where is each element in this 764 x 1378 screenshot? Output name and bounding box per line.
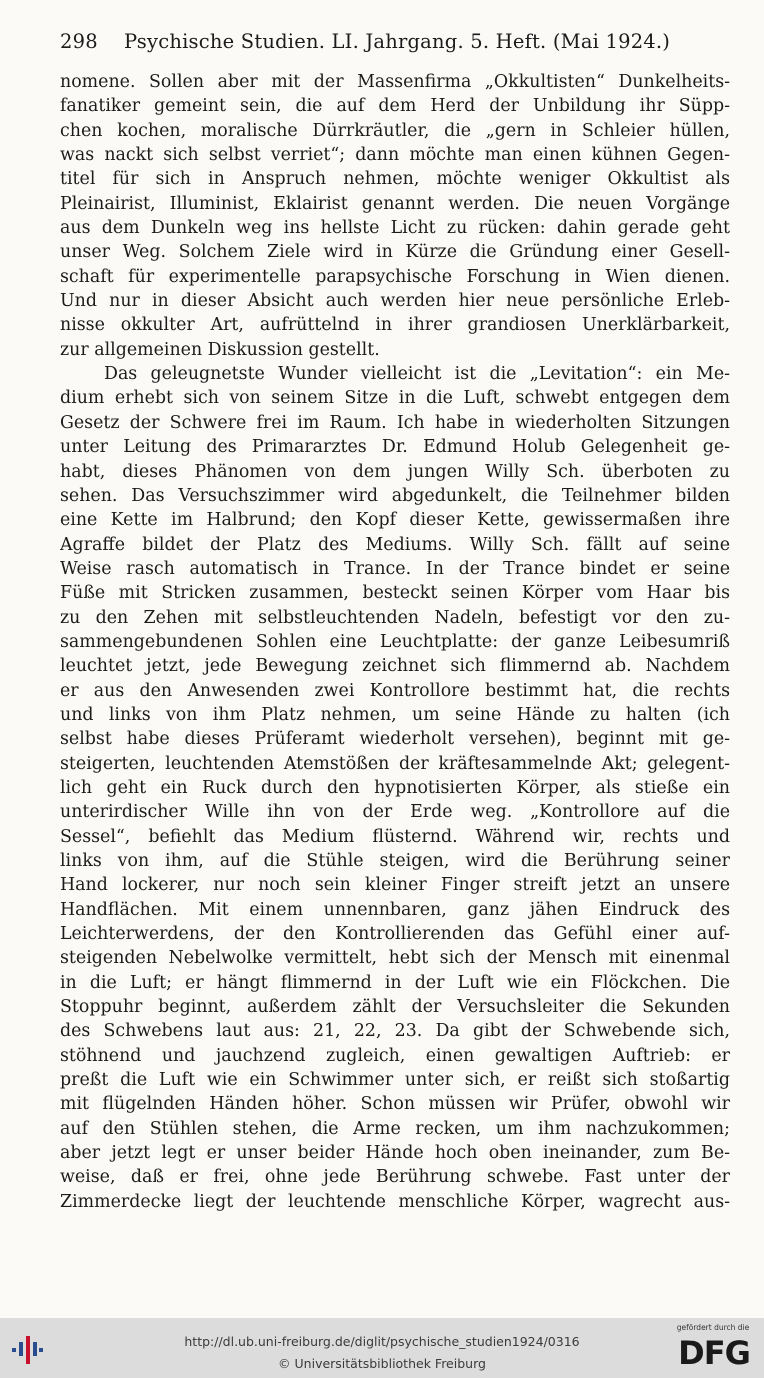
dfg-logo-block	[668, 1323, 758, 1375]
text-line: und links von ihm Platz nehmen, um seine Hände zu halten (ich	[60, 704, 730, 725]
text-line: sehen. Das Versuchszimmer wird abgedunkelt, die Teilnehmer bilden	[60, 485, 730, 506]
text-line: titel für sich in Anspruch nehmen, möchte weniger Okkultist als	[60, 169, 730, 190]
text-line: eine Kette im Halbrund; den Kopf dieser Kette, gewissermaßen ihre	[60, 510, 730, 531]
text-line: lich geht ein Ruck durch den hypnotisierten Körper, als stieße ein	[60, 777, 730, 798]
text-line: leuchtet jetzt, jede Bewegung zeichnet sich flimmernd ab. Nachdem	[60, 656, 730, 677]
text-line: zu den Zehen mit selbstleuchtenden Nadeln, befestigt vor den zu-	[60, 607, 730, 628]
text-line: schaft für experimentelle parapsychische Forschung in Wien dienen.	[60, 266, 730, 287]
text-line: Hand lockerer, nur noch sein kleiner Finger streift jetzt an unsere	[60, 875, 730, 896]
body-text	[60, 70, 730, 1214]
text-line: Und nur in dieser Absicht auch werden hier neue persönliche Erleb-	[60, 291, 730, 312]
dfg-caption: gefördert durch die	[676, 1323, 750, 1332]
text-line: aus dem Dunkeln weg ins hellste Licht zu rücken: dahin gerade geht	[60, 218, 730, 239]
text-line: stöhnend und jauchzend zugleich, einen gewaltigen Auftrieb: er	[60, 1045, 730, 1066]
text-line: dium erhebt sich von seinem Sitze in die Luft, schwebt entgegen dem	[60, 388, 730, 409]
running-title: Psychische Studien. LI. Jahrgang. 5. Heft. (Mai 1924.)	[124, 30, 671, 53]
text-line: Stoppuhr beginnt, außerdem zählt der Versuchsleiter die Sekunden	[60, 997, 730, 1018]
text-line: sammengebundenen Sohlen eine Leuchtplatte: der ganze Leibesumriß	[60, 631, 730, 652]
text-line: mit flügelnden Händen höher. Schon müssen wir Prüfer, obwohl wir	[60, 1094, 730, 1115]
copyright-notice: © Universitätsbibliothek Freiburg	[278, 1356, 486, 1371]
dfg-logo: DFG	[678, 1334, 750, 1372]
text-line: des Schwebens laut aus: 21, 22, 23. Da gibt der Schwebende sich,	[60, 1021, 730, 1042]
text-line: steigenden Nebelwolke vermittelt, hebt sich der Mensch mit einenmal	[60, 948, 730, 969]
text-line: chen kochen, moralische Dürrkräutler, die „gern in Schleier hüllen,	[60, 120, 730, 141]
text-line: steigerten, leuchtenden Atemstößen der kräftesammelnde Akt; gelegent-	[60, 753, 730, 774]
text-line: preßt die Luft wie ein Schwimmer unter sich, er reißt sich stoßartig	[60, 1070, 730, 1091]
page-number: 298	[60, 30, 98, 53]
source-url-link[interactable]: http://dl.ub.uni-freiburg.de/diglit/psychische_studien1924/0316	[184, 1334, 580, 1349]
text-line: in die Luft; er hängt flimmernd in der Luft wie ein Flöckchen. Die	[60, 972, 730, 993]
text-line: unser Weg. Solchem Ziele wird in Kürze die Gründung einer Gesell-	[60, 242, 730, 263]
text-line: nomene. Sollen aber mit der Massenfirma „Okkultisten“ Dunkelheits-	[60, 72, 730, 92]
text-line: Sessel“, befiehlt das Medium flüsternd. Während wir, rechts und	[60, 826, 730, 847]
text-line: was nackt sich selbst verriet“; dann möchte man einen kühnen Gegen-	[60, 145, 730, 166]
text-line: unter Leitung des Primararztes Dr. Edmund Holub Gelegenheit ge-	[60, 437, 730, 458]
text-line: Agraffe bildet der Platz des Mediums. Willy Sch. fällt auf seine	[60, 534, 730, 555]
text-line: nisse okkulter Art, aufrüttelnd in ihrer grandiosen Unerklärbarkeit,	[60, 315, 730, 336]
text-line: Pleinairist, Illuminist, Eklairist genannt werden. Die neuen Vorgänge	[60, 193, 730, 214]
text-line: zur allgemeinen Diskussion gestellt.	[60, 339, 380, 360]
text-line: selbst habe dieses Prüferamt wiederholt versehen), beginnt mit ge-	[60, 729, 730, 750]
text-line: Leichterwerdens, der den Kontrollierenden das Gefühl einer auf-	[60, 924, 730, 945]
text-line: fanatiker gemeint sein, die auf dem Herd der Unbildung ihr Süpp-	[60, 96, 730, 117]
text-line: auf den Stühlen stehen, die Arme recken, um ihm nachzukommen;	[60, 1118, 730, 1139]
page-header	[60, 30, 671, 62]
text-line: Das geleugnetste Wunder vielleicht ist die „Levitation“: ein Me-	[104, 364, 730, 385]
text-line: Gesetz der Schwere frei im Raum. Ich habe in wiederholten Sitzungen	[60, 412, 730, 433]
text-line: Handflächen. Mit einem unnennbaren, ganz jähen Eindruck des	[60, 899, 730, 920]
text-line: aber jetzt legt er unser beider Hände hoch oben ineinander, zum Be-	[60, 1143, 730, 1164]
footer-bar	[0, 1318, 764, 1378]
text-line: er aus den Anwesenden zwei Kontrollore bestimmt hat, die rechts	[60, 680, 730, 701]
text-line: Weise rasch automatisch in Trance. In der Trance bindet er seine	[60, 558, 730, 579]
text-line: Zimmerdecke liegt der leuchtende menschliche Körper, wagrecht aus-	[60, 1191, 730, 1212]
text-line: habt, dieses Phänomen von dem jungen Willy Sch. überboten zu	[60, 461, 730, 482]
text-line: Füße mit Stricken zusammen, besteckt seinen Körper vom Haar bis	[60, 583, 730, 604]
text-line: links von ihm, auf die Stühle steigen, wird die Berührung seiner	[60, 851, 730, 871]
text-line: unterirdischer Wille ihn von der Erde weg. „Kontrollore auf die	[60, 802, 730, 823]
text-line: weise, daß er frei, ohne jede Berührung schwebe. Fast unter der	[60, 1167, 730, 1188]
